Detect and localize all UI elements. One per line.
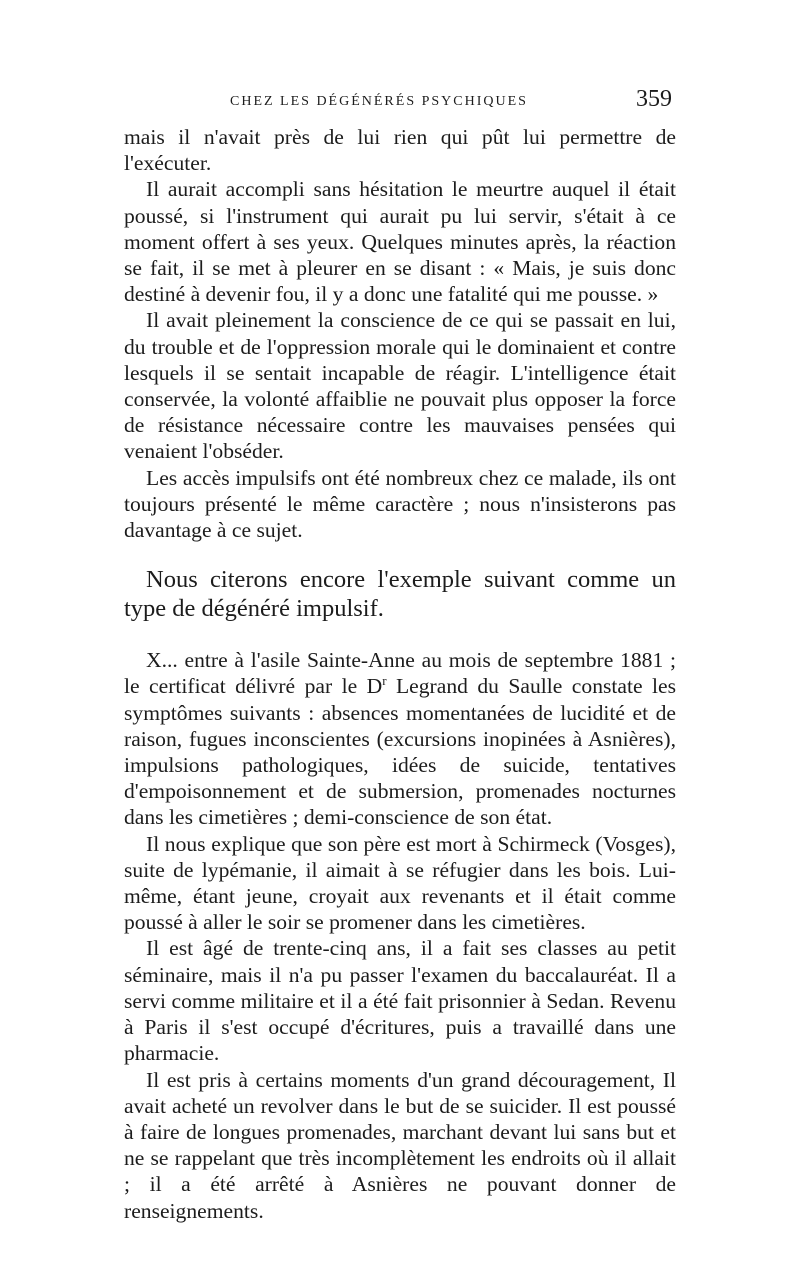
paragraph: Il est âgé de trente-cinq ans, il a fait ses classes au petit séminaire, mais il n'a pu passer l'examen du baccalauréat. Il a servi comme militaire et il a été fait prisonnier à Sedan. Revenu à Paris il s'est occupé d'écritures, puis a travaillé dans une pharmacie.	[124, 936, 676, 1066]
paragraph: Il nous explique que son père est mort à Schirmeck (Vosges), suite de lypémanie, il aimait à se réfugier dans les bois. Lui-même, étant jeune, croyait aux revenants et il était comme poussé à aller le soir se promener dans les cimetières.	[124, 831, 676, 935]
page-header	[124, 86, 672, 120]
paragraph: Il avait pleinement la conscience de ce qui se passait en lui, du trouble et de l'oppression morale qui le dominaient et contre lesquels il se sentait incapable de réagir. L'intelligence était conservée, la volonté affaiblie ne pouvait plus opposer la force de résistance nécessaire contre les mauvaises pensées qui venaient l'obséder.	[124, 308, 676, 464]
paragraph: Les accès impulsifs ont été nombreux chez ce malade, ils ont toujours présenté le même caractère ; nous n'insisterons pas davantage à ce sujet.	[124, 465, 676, 543]
page-number: 359	[636, 86, 672, 112]
doctor-abbrev-superscript: r	[382, 673, 387, 689]
paragraph: Il est pris à certains moments d'un grand découragement, Il avait acheté un revolver dans le but de se suicider. Il est poussé à faire de longues promenades, marchant devant lui sans but et ne se rappelant que très incomplètement les endroits où il allait ; il a été arrêté à Asnières ne pouvant donner de renseignements.	[124, 1067, 676, 1223]
running-title: CHEZ LES DÉGÉNÉRÉS PSYCHIQUES	[230, 94, 528, 109]
paragraph-case-entry	[124, 647, 676, 830]
case-entry-text: X... entre à l'asile Sainte-Anne au mois de septembre 1881 ; le certificat délivré par le D	[124, 648, 676, 699]
paragraph: Il aurait accompli sans hésitation le meurtre auquel il était poussé, si l'instrument qui aurait pu lui servir, s'était à ce moment offert à ses yeux. Quelques minutes après, la réaction se fait, il se met à pleurer en se disant : « Mais, je suis donc destiné à devenir fou, il y a donc une fatalité qui me pousse. »	[124, 177, 676, 307]
paragraph-continued: mais il n'avait près de lui rien qui pût lui permettre de l'exécuter.	[124, 125, 676, 176]
page-body	[124, 124, 676, 1224]
case-heading: Nous citerons encore l'exemple suivant comme un type de dégénéré impulsif.	[124, 566, 676, 623]
case-entry-text-cont: Legrand du Saulle constate les symptômes suivants : absences momentanées de lucidité et de raison, fugues inconscientes (excursions inopinées à Asnières), impulsions pathologiques, idées de suicide, tentatives d'empoisonnement et de submersion, promenades nocturnes dans les cimetières ; demi-conscience de son état.	[124, 674, 676, 830]
